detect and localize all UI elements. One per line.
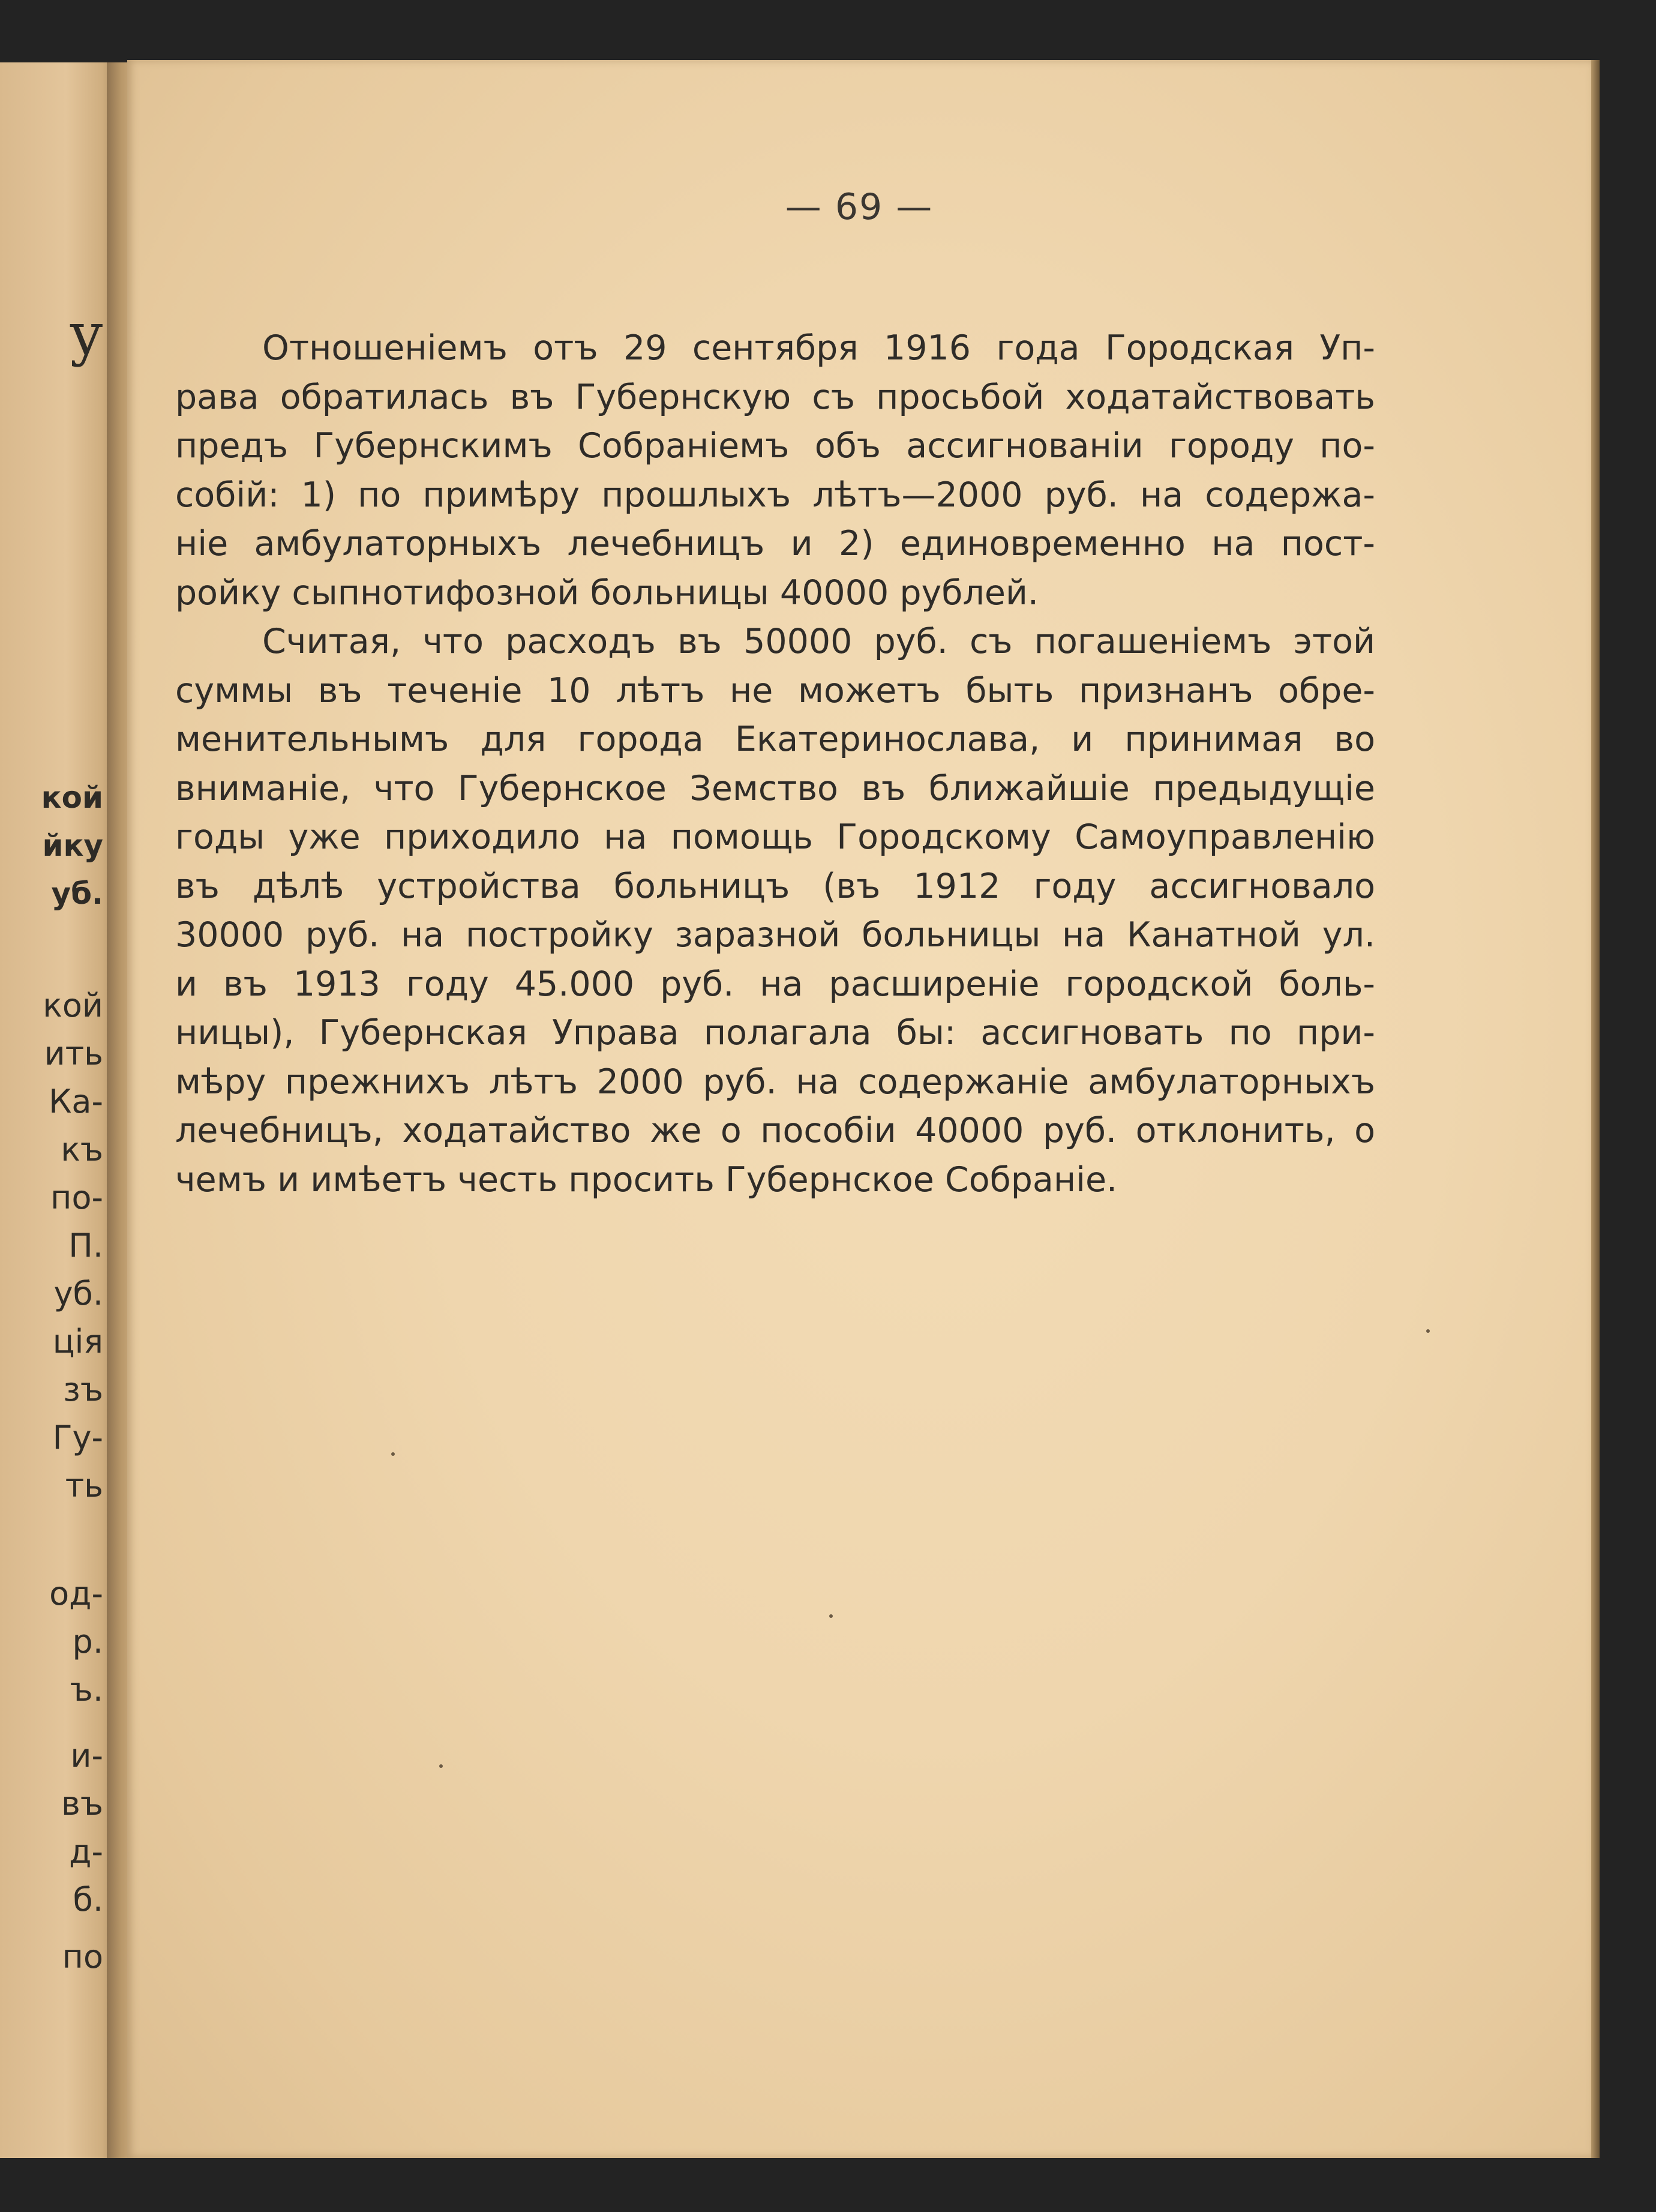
- paragraph-1: [175, 324, 1375, 618]
- left-page-fragment: уб.: [51, 876, 103, 911]
- text-line: менительнымъ для города Екатеринослава, и принимая во: [175, 720, 1375, 759]
- page-edge: [1591, 60, 1600, 2158]
- left-page-fragment: и-: [70, 1737, 103, 1775]
- text-line: рава обратилась въ Губернскую съ просьбой ходатайствовать: [175, 377, 1375, 417]
- text-line: вниманіе, что Губернское Земство въ ближайшіе предыдущіе: [175, 768, 1375, 808]
- left-page-fragment: ція: [52, 1323, 103, 1360]
- left-page-fragment: уб.: [53, 1275, 103, 1312]
- left-page-fragment: р.: [72, 1623, 103, 1661]
- left-page-fragment: ть: [65, 1467, 103, 1504]
- left-page-fragment: зъ: [63, 1371, 103, 1408]
- left-page-fragment: кой: [41, 780, 103, 815]
- left-page-fragment: въ: [61, 1785, 103, 1823]
- left-page-fragment: Гу-: [52, 1419, 103, 1456]
- ink-speck: [829, 1614, 833, 1618]
- left-page-fragment: д-: [69, 1833, 103, 1871]
- left-page-fragment: по-: [50, 1179, 103, 1216]
- text-line: лечебницъ, ходатайство же о пособіи 40000 руб. отклонить, о: [175, 1111, 1375, 1150]
- text-line: Считая, что расходъ въ 50000 руб. съ погашеніемъ этой: [262, 622, 1375, 661]
- text-line: чемъ и имѣетъ честь просить Губернское Собраніе.: [175, 1159, 1118, 1200]
- left-page-fragment: по: [62, 1938, 103, 1976]
- left-page-fragment: од-: [49, 1575, 103, 1612]
- left-page-fragment: йку: [42, 828, 103, 863]
- text-line: собій: 1) по примѣру прошлыхъ лѣтъ—2000 руб. на содержа-: [175, 475, 1375, 515]
- text-line: ніе амбулаторныхъ лечебницъ и 2) единовременно на пост-: [175, 524, 1375, 564]
- page-number: — 69 —: [785, 186, 934, 228]
- left-page-fragment: б.: [73, 1881, 103, 1919]
- text-line: годы уже приходило на помощь Городскому Самоуправленію: [175, 817, 1375, 857]
- text-line: и въ 1913 году 45.000 руб. на расширеніе городской боль-: [175, 964, 1375, 1004]
- left-page-fragment: Ка-: [49, 1083, 103, 1120]
- previous-page-edge: [0, 62, 120, 2158]
- book-page: [127, 60, 1591, 2158]
- left-page-fragment: ить: [44, 1035, 103, 1072]
- ink-speck: [391, 1452, 395, 1456]
- ink-speck: [439, 1764, 443, 1768]
- left-page-fragment: у: [69, 301, 103, 368]
- ink-speck: [1426, 1329, 1430, 1333]
- text-line: Отношеніемъ отъ 29 сентября 1916 года Городская Уп-: [262, 328, 1375, 368]
- paragraph-2: [175, 618, 1375, 1204]
- text-line: 30000 руб. на постройку заразной больницы на Канатной ул.: [175, 915, 1375, 955]
- left-page-fragment: къ: [61, 1131, 103, 1168]
- body-text: [175, 324, 1375, 1204]
- text-line: мѣру прежнихъ лѣтъ 2000 руб. на содержаніе амбулаторныхъ: [175, 1062, 1375, 1102]
- text-line: суммы въ теченіе 10 лѣтъ не можетъ быть признанъ обре-: [175, 670, 1375, 711]
- left-page-fragment: П.: [68, 1227, 103, 1264]
- text-line: ницы), Губернская Управа полагала бы: ассигновать по при-: [175, 1013, 1375, 1053]
- left-page-fragment: ъ.: [70, 1671, 103, 1709]
- left-page-fragment: кой: [43, 987, 103, 1024]
- text-line: ройку сыпнотифозной больницы 40000 рублей.: [175, 573, 1039, 613]
- text-line: предъ Губернскимъ Собраніемъ объ ассигнованіи городу по-: [175, 426, 1375, 466]
- text-line: въ дѣлѣ устройства больницъ (въ 1912 году ассигновало: [175, 866, 1375, 906]
